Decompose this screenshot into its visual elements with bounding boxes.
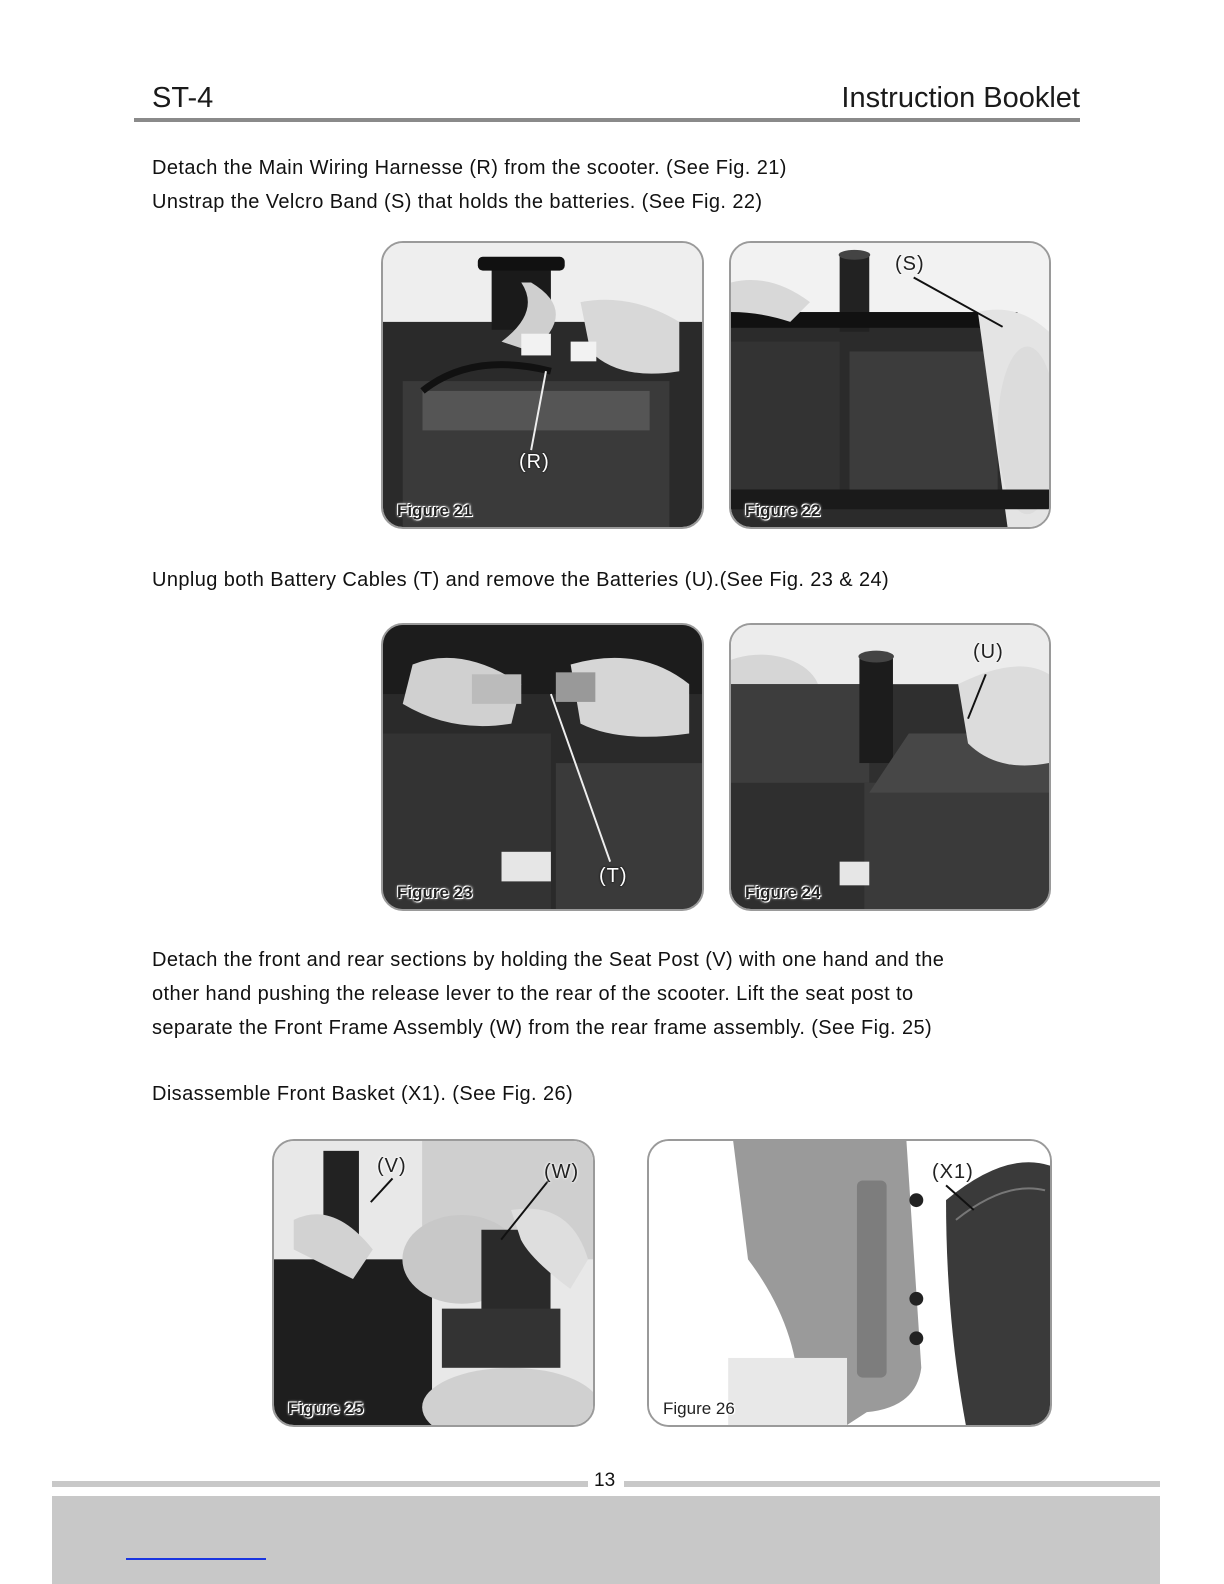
figure-22-photo — [731, 243, 1049, 527]
figure-23 — [381, 623, 704, 911]
document-title: Instruction Booklet — [841, 82, 1080, 114]
footer-divider-right — [624, 1481, 1160, 1487]
callout-label: (R) — [519, 451, 550, 473]
callout-label: (X1) — [932, 1161, 974, 1183]
footer-link-underline[interactable] — [126, 1558, 266, 1560]
figure-24 — [729, 623, 1051, 911]
figure-23-photo — [383, 625, 702, 909]
callout-label: (S) — [895, 253, 925, 275]
figure-24-photo — [731, 625, 1049, 909]
footer-band — [52, 1496, 1160, 1584]
step-text: other hand pushing the release lever to the rear of the scooter. Lift the seat post to — [152, 983, 914, 1005]
figure-26 — [647, 1139, 1052, 1427]
header-divider — [134, 118, 1080, 122]
figure-21 — [381, 241, 704, 529]
step-text: Unstrap the Velcro Band (S) that holds the batteries. (See Fig. 22) — [152, 191, 763, 213]
step-text: Disassemble Front Basket (X1). (See Fig. 26) — [152, 1083, 574, 1105]
footer-divider-left — [52, 1481, 588, 1487]
callout-label-w: (W) — [544, 1161, 580, 1183]
figure-caption: Figure 23 — [397, 883, 473, 902]
figure-caption: Figure 22 — [745, 501, 821, 520]
step-text: Detach the Main Wiring Harnesse (R) from the scooter. (See Fig. 21) — [152, 157, 787, 179]
figure-caption: Figure 21 — [397, 501, 473, 520]
page-number: 13 — [594, 1470, 616, 1491]
figure-caption: Figure 24 — [745, 883, 821, 902]
callout-label: (U) — [973, 641, 1004, 663]
figure-21-photo — [383, 243, 702, 527]
callout-label-v: (V) — [377, 1155, 407, 1177]
figure-caption: Figure 25 — [288, 1399, 364, 1418]
figure-25 — [272, 1139, 595, 1427]
step-text: separate the Front Frame Assembly (W) from the rear frame assembly. (See Fig. 25) — [152, 1017, 933, 1039]
figure-22 — [729, 241, 1051, 529]
step-text: Detach the front and rear sections by holding the Seat Post (V) with one hand and the — [152, 949, 945, 971]
callout-label: (T) — [599, 865, 628, 887]
figure-caption: Figure 26 — [663, 1399, 735, 1418]
figure-26-photo — [649, 1141, 1050, 1425]
step-text: Unplug both Battery Cables (T) and remove the Batteries (U).(See Fig. 23 & 24) — [152, 569, 890, 591]
document-model: ST-4 — [152, 82, 214, 114]
